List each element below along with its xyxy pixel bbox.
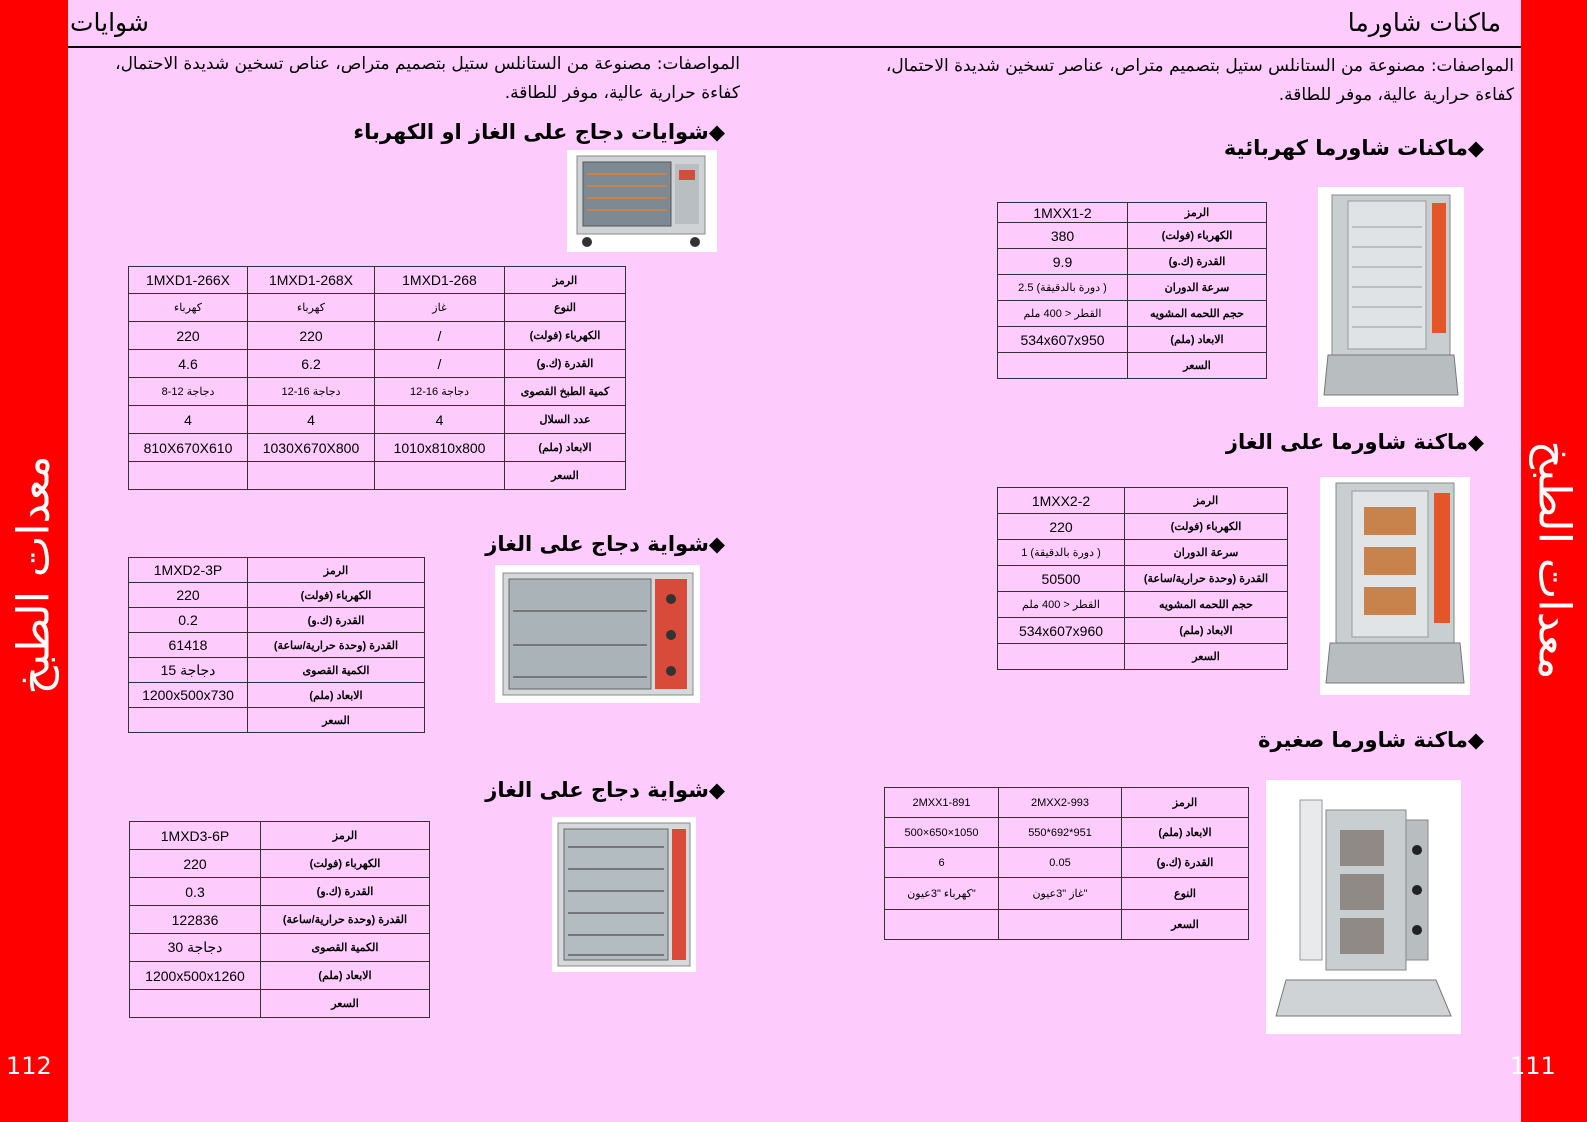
table-cell: كهرباء "3عيون" (885, 878, 999, 910)
table-cell (248, 462, 375, 490)
table-label-cell: الابعاد (ملم) (505, 434, 626, 462)
table-label-cell: الابعاد (ملم) (261, 962, 430, 990)
table-cell: 220 (129, 322, 248, 350)
table-cell: 4 (375, 406, 505, 434)
right-page-header: ماكنات شاورما (1347, 8, 1501, 37)
table-cell: 1MXD1-268 (375, 267, 505, 294)
table-cell: 2MXX2-993 (999, 788, 1122, 818)
table-row (129, 350, 626, 378)
rotisserie-oven-photo (567, 150, 717, 252)
right-section3-title: ◆ماكنة شاورما صغيرة (1258, 728, 1484, 752)
table-cell: القطر < 400 ملم (998, 301, 1128, 327)
diamond-bullet-icon: ◆ (1467, 728, 1484, 752)
table-row (129, 378, 626, 406)
table-cell (998, 353, 1128, 379)
table-cell: 220 (130, 850, 261, 878)
table-label-cell: كمية الطبخ القصوى (505, 378, 626, 406)
table-label-cell: السعر (505, 462, 626, 490)
table-label-cell: القدرة (ك.و) (1122, 848, 1249, 878)
table-row (130, 990, 430, 1018)
table-label-cell: سرعة الدوران (1125, 540, 1288, 566)
table-cell (998, 644, 1125, 670)
table-cell: 380 (998, 223, 1128, 249)
table-label-cell: الابعاد (ملم) (1122, 818, 1249, 848)
table-label-cell: الكهرباء (فولت) (1128, 223, 1267, 249)
gas-rotisserie-6p-photo (552, 817, 696, 972)
table-cell (130, 990, 261, 1018)
table-row (998, 644, 1288, 670)
table-row (998, 566, 1288, 592)
table-cell: 2MXX1-891 (885, 788, 999, 818)
left-section3-table (129, 821, 430, 1018)
table-cell: غاز (375, 294, 505, 322)
table-label-cell: الكمية القصوى (248, 658, 425, 683)
table-row (998, 301, 1267, 327)
table-row (129, 708, 425, 733)
table-label-cell: الرمز (1128, 203, 1267, 223)
table-cell: 8-12 دجاجة (129, 378, 248, 406)
table-cell: 534x607x960 (998, 618, 1125, 644)
table-cell (885, 910, 999, 940)
table-cell: 1MXD3-6P (130, 822, 261, 850)
table-label-cell: الابعاد (ملم) (248, 683, 425, 708)
table-row (129, 322, 626, 350)
table-cell: 61418 (129, 633, 248, 658)
table-cell: 0.2 (129, 608, 248, 633)
table-row (885, 788, 1249, 818)
right-section3-table (884, 787, 1249, 940)
table-label-cell: القدرة (ك.و) (261, 878, 430, 906)
table-label-cell: حجم اللحمه المشويه (1125, 592, 1288, 618)
table-row (129, 267, 626, 294)
table-label-cell: سرعة الدوران (1128, 275, 1267, 301)
left-section3-title: ◆شواية دجاج على الغاز (485, 778, 725, 802)
table-label-cell: الكهرباء (فولت) (248, 583, 425, 608)
table-label-cell: النوع (1122, 878, 1249, 910)
table-label-cell: عدد السلال (505, 406, 626, 434)
table-cell: 4 (248, 406, 375, 434)
gas-shawarma-machine-photo (1320, 477, 1470, 695)
table-cell: 550*692*951 (999, 818, 1122, 848)
table-cell: 4.6 (129, 350, 248, 378)
table-cell: 12-16 دجاجة (375, 378, 505, 406)
table-cell: 1 (دورة بالدقيقة ) (998, 540, 1125, 566)
table-label-cell: السعر (1125, 644, 1288, 670)
table-cell (129, 708, 248, 733)
table-row (129, 462, 626, 490)
table-cell: 2.5 (دورة بالدقيقة ) (998, 275, 1128, 301)
table-cell: 1MXD1-266X (129, 267, 248, 294)
table-row (130, 962, 430, 990)
table-row (129, 633, 425, 658)
table-cell (375, 462, 505, 490)
table-cell: غاز "3عيون" (999, 878, 1122, 910)
table-row (130, 934, 430, 962)
table-cell: 15 دجاجة (129, 658, 248, 683)
left-description: المواصفات: مصنوعة من الستانلس ستيل بتصميم متراص، عناص تسخين شديدة الاحتمال، كفاءة حرارية عالية، موفر للطاقة. (115, 54, 740, 103)
table-row (130, 822, 430, 850)
table-label-cell: الكهرباء (فولت) (1125, 514, 1288, 540)
table-label-cell: السعر (1128, 353, 1267, 379)
table-row (998, 488, 1288, 514)
table-label-cell: الرمز (1125, 488, 1288, 514)
diamond-bullet-icon: ◆ (708, 120, 725, 144)
table-row (885, 878, 1249, 910)
table-row (998, 327, 1267, 353)
right-page-number: 111 (1510, 1052, 1556, 1080)
table-cell: 6.2 (248, 350, 375, 378)
table-cell: 810X670X610 (129, 434, 248, 462)
table-cell: / (375, 350, 505, 378)
right-section1-table (997, 202, 1267, 379)
table-cell: 500×650×1050 (885, 818, 999, 848)
table-cell: 1200x500x730 (129, 683, 248, 708)
table-row (998, 353, 1267, 379)
left-page-header: شوايات (70, 8, 149, 37)
table-row (129, 558, 425, 583)
table-label-cell: القدرة (وحدة حرارية/ساعة) (1125, 566, 1288, 592)
right-section1-title: ◆ماكنات شاورما كهربائية (1223, 136, 1484, 160)
table-row (885, 848, 1249, 878)
table-label-cell: الرمز (505, 267, 626, 294)
table-label-cell: القدرة (وحدة حرارية/ساعة) (261, 906, 430, 934)
header-rule (68, 46, 1521, 48)
table-cell: 6 (885, 848, 999, 878)
table-cell: 534x607x950 (998, 327, 1128, 353)
right-section2-title: ◆ماكنة شاورما على الغاز (1225, 430, 1484, 454)
table-row (998, 275, 1267, 301)
table-row (129, 608, 425, 633)
table-label-cell: القدرة (ك.و) (248, 608, 425, 633)
diamond-bullet-icon: ◆ (708, 778, 725, 802)
table-cell: 12-16 دجاجة (248, 378, 375, 406)
table-label-cell: الرمز (248, 558, 425, 583)
table-row (998, 540, 1288, 566)
table-label-cell: الرمز (261, 822, 430, 850)
table-row (998, 203, 1267, 223)
diamond-bullet-icon: ◆ (1467, 430, 1484, 454)
table-cell: 1MXD1-268X (248, 267, 375, 294)
table-cell: 1MXD2-3P (129, 558, 248, 583)
table-label-cell: القدرة (وحدة حرارية/ساعة) (248, 633, 425, 658)
table-cell: 1MXX1-2 (998, 203, 1128, 223)
table-row (129, 434, 626, 462)
table-row (129, 658, 425, 683)
table-row (998, 514, 1288, 540)
table-cell: 4 (129, 406, 248, 434)
table-cell (999, 910, 1122, 940)
table-label-cell: السعر (1122, 910, 1249, 940)
table-label-cell: حجم اللحمه المشويه (1128, 301, 1267, 327)
table-label-cell: الابعاد (ملم) (1128, 327, 1267, 353)
table-label-cell: القدرة (ك.و) (505, 350, 626, 378)
table-cell: 1MXX2-2 (998, 488, 1125, 514)
electric-shawarma-machine-photo (1318, 187, 1464, 407)
table-cell: 30 دجاجة (130, 934, 261, 962)
table-cell: 220 (248, 322, 375, 350)
table-cell: 50500 (998, 566, 1125, 592)
table-label-cell: السعر (261, 990, 430, 1018)
diamond-bullet-icon: ◆ (708, 532, 725, 556)
table-row (998, 618, 1288, 644)
table-cell: 220 (129, 583, 248, 608)
table-row (130, 850, 430, 878)
table-row (998, 592, 1288, 618)
table-row (130, 906, 430, 934)
left-side-title: معدات الطبخ (8, 455, 60, 695)
right-side-title: معدات الطبخ (1528, 440, 1580, 680)
table-cell: 220 (998, 514, 1125, 540)
table-label-cell: الرمز (1122, 788, 1249, 818)
left-section1-table (128, 266, 626, 490)
left-section1-title: ◆شوايات دجاج على الغاز او الكهرباء (353, 120, 725, 144)
table-cell: 1200x500x1260 (130, 962, 261, 990)
table-cell: كهرباء (248, 294, 375, 322)
table-cell: 0.3 (130, 878, 261, 906)
left-section2-table (128, 557, 425, 733)
table-row (130, 878, 430, 906)
table-cell: 1010x810x800 (375, 434, 505, 462)
table-row (998, 249, 1267, 275)
table-label-cell: السعر (248, 708, 425, 733)
table-cell: / (375, 322, 505, 350)
table-row (129, 406, 626, 434)
table-row (129, 294, 626, 322)
table-row (129, 683, 425, 708)
table-label-cell: الابعاد (ملم) (1125, 618, 1288, 644)
table-label-cell: النوع (505, 294, 626, 322)
table-label-cell: الكمية القصوى (261, 934, 430, 962)
right-description: المواصفات: مصنوعة من الستانلس ستيل بتصميم متراص، عناصر تسخين شديدة الاحتمال، كفاءة حرارية عالية، موفر للطاقة. (885, 56, 1514, 105)
right-section2-table (997, 487, 1288, 670)
table-cell: 0.05 (999, 848, 1122, 878)
diamond-bullet-icon: ◆ (1467, 136, 1484, 160)
table-cell: 1030X670X800 (248, 434, 375, 462)
table-cell: 122836 (130, 906, 261, 934)
table-label-cell: القدرة (ك.و) (1128, 249, 1267, 275)
table-row (129, 583, 425, 608)
table-cell: القطر < 400 ملم (998, 592, 1125, 618)
table-label-cell: الكهرباء (فولت) (505, 322, 626, 350)
table-label-cell: الكهرباء (فولت) (261, 850, 430, 878)
left-section2-title: ◆شواية دجاج على الغاز (485, 532, 725, 556)
small-shawarma-machine-photo (1266, 780, 1461, 1034)
table-cell (129, 462, 248, 490)
table-row (885, 818, 1249, 848)
left-page-number: 112 (6, 1052, 52, 1080)
table-cell: كهرباء (129, 294, 248, 322)
table-row (885, 910, 1249, 940)
table-row (998, 223, 1267, 249)
table-cell: 9.9 (998, 249, 1128, 275)
gas-rotisserie-3p-photo (495, 565, 700, 703)
